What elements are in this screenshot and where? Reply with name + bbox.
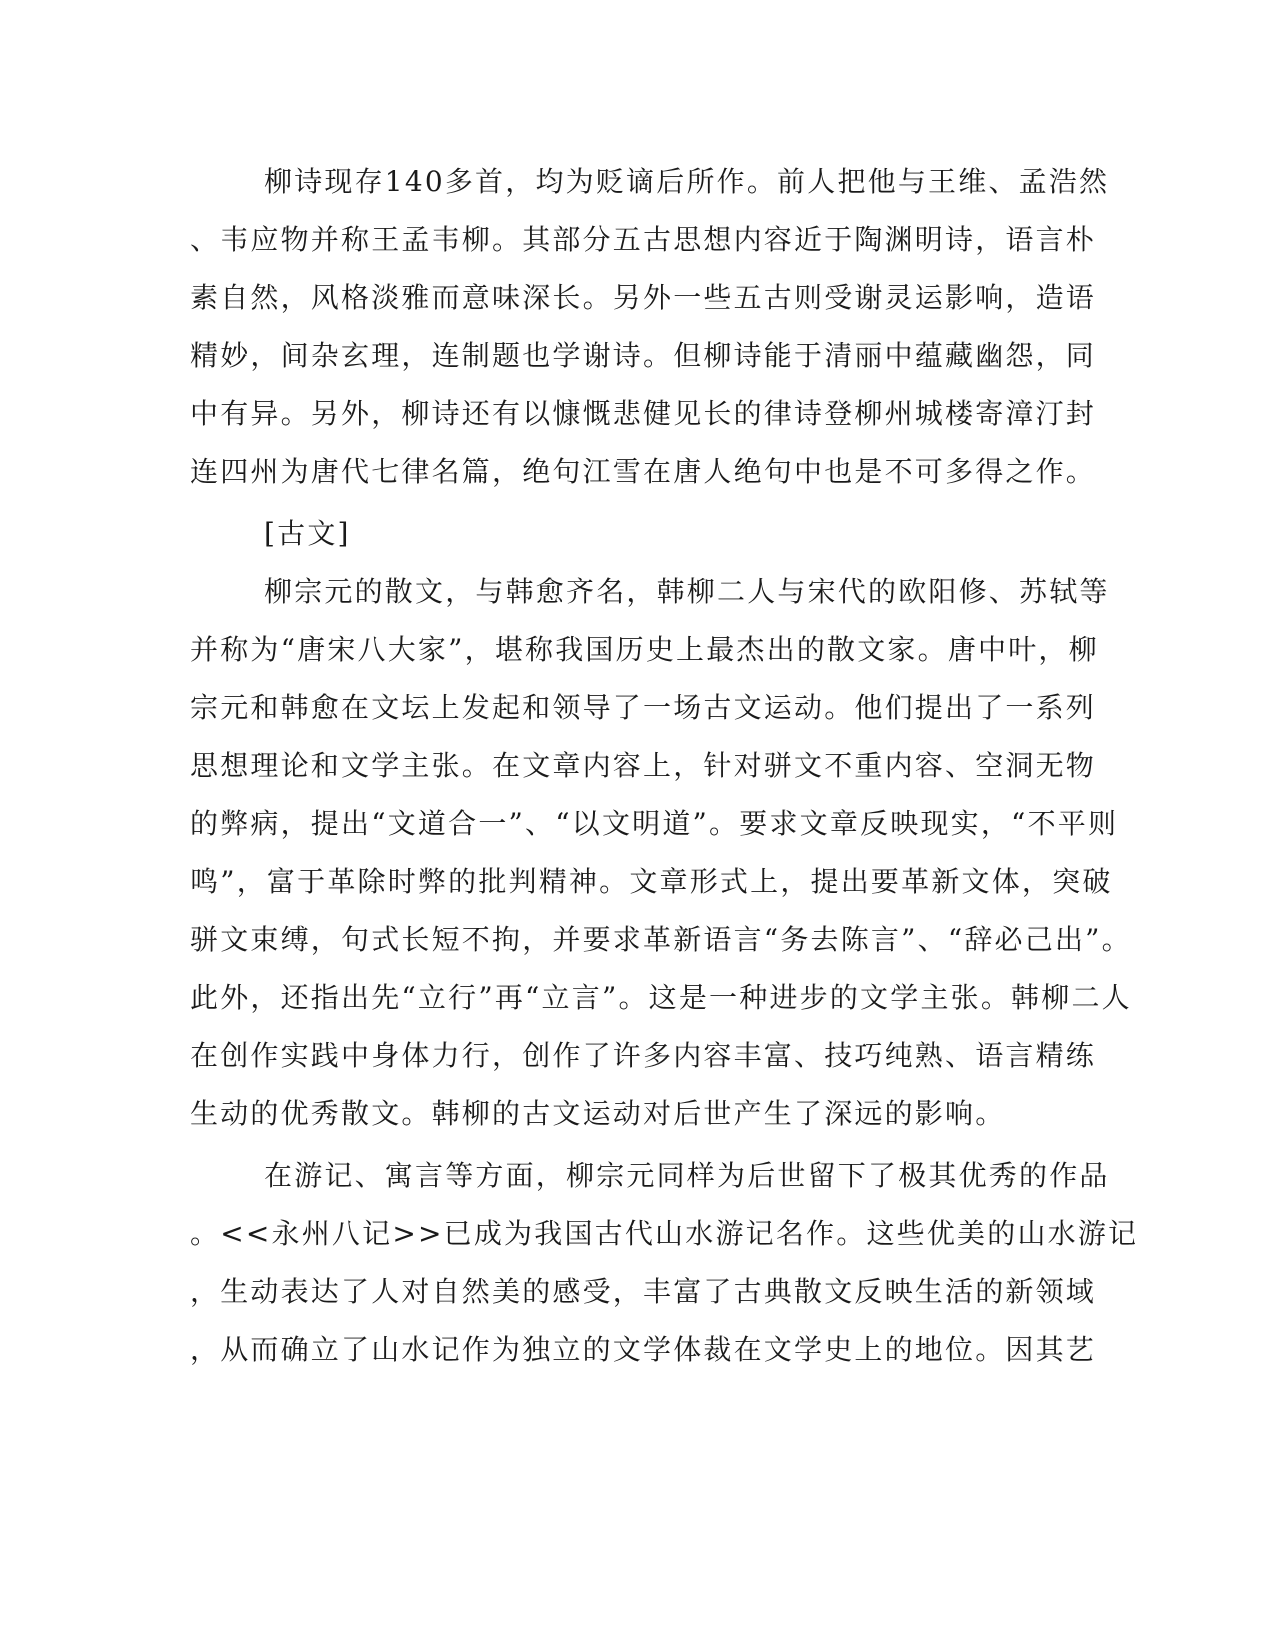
- text-line: 。<<永州八记>>已成为我国古代山水游记名作。这些优美的山水游记: [190, 1217, 1139, 1250]
- text-line: 鸣”，富于革除时弊的批判精神。文章形式上，提出要革新文体，突破: [190, 865, 1113, 898]
- text-line: 并称为“唐宋八大家”，堪称我国历史上最杰出的散文家。唐中叶，柳: [190, 633, 1099, 666]
- text-line: 柳宗元的散文，与韩愈齐名，韩柳二人与宋代的欧阳修、苏轼等: [264, 575, 1110, 608]
- text-line: 骈文束缚，句式长短不拘，并要求革新语言“务去陈言”、“辞必己出”。: [190, 923, 1132, 956]
- text-line: 素自然，风格淡雅而意味深长。另外一些五古则受谢灵运影响，造语: [190, 281, 1097, 314]
- text-line: 连四州为唐代七律名篇，绝句江雪在唐人绝句中也是不可多得之作。: [190, 455, 1097, 488]
- text-line: 柳诗现存140多首，均为贬谪后所作。前人把他与王维、孟浩然: [264, 165, 1110, 198]
- text-line: 精妙，间杂玄理，连制题也学谢诗。但柳诗能于清丽中蕴藏幽怨，同: [190, 339, 1097, 372]
- text-line: 在创作实践中身体力行，创作了许多内容丰富、技巧纯熟、语言精练: [190, 1039, 1097, 1072]
- text-line: 生动的优秀散文。韩柳的古文运动对后世产生了深远的影响。: [190, 1097, 1006, 1130]
- text-line: ，生动表达了人对自然美的感受，丰富了古典散文反映生活的新领域: [190, 1275, 1097, 1308]
- text-line: 宗元和韩愈在文坛上发起和领导了一场古文运动。他们提出了一系列: [190, 691, 1097, 724]
- section-heading: [古文]: [264, 517, 351, 550]
- text-line: 此外，还指出先“立行”再“立言”。这是一种进步的文学主张。韩柳二人: [190, 981, 1132, 1014]
- text-line: 在游记、寓言等方面，柳宗元同样为后世留下了极其优秀的作品: [264, 1159, 1110, 1192]
- text-line: 、韦应物并称王孟韦柳。其部分五古思想内容近于陶渊明诗，语言朴: [190, 223, 1097, 256]
- text-line: 思想理论和文学主张。在文章内容上，针对骈文不重内容、空洞无物: [190, 749, 1097, 782]
- text-line: 中有异。另外，柳诗还有以慷慨悲健见长的律诗登柳州城楼寄漳汀封: [190, 397, 1097, 430]
- text-line: 的弊病，提出“文道合一”、“以文明道”。要求文章反映现实，“不平则: [190, 807, 1119, 840]
- text-line: ，从而确立了山水记作为独立的文学体裁在文学史上的地位。因其艺: [190, 1333, 1097, 1366]
